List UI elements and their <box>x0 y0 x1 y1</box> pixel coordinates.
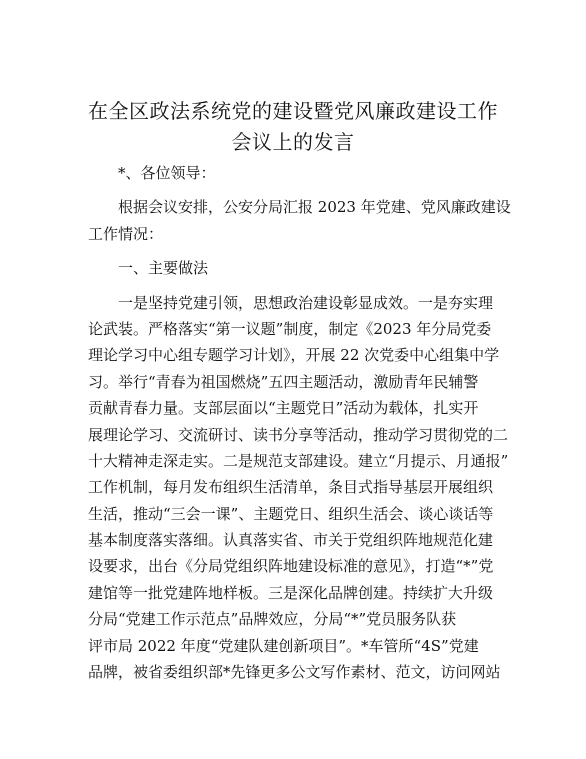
body-line: 一是坚持党建引领，思想政治建设彰显成效。一是夯实理 <box>118 293 494 312</box>
document-body <box>88 160 511 685</box>
body-line: 习。举行“青春为祖国燃烧”五四主题活动，激励青年民辅警 <box>88 372 479 391</box>
body-line: 展理论学习、交流研讨、读书分享等活动，推动学习贯彻党的二 <box>88 425 509 444</box>
body-line: 生活，推动“三会一课”、主题党日、组织生活会、谈心谈话等 <box>88 504 494 523</box>
body-line: 基本制度落实落细。认真落实省、市关于党组织阵地规范化建 <box>88 531 494 550</box>
intro-line-1: 根据会议安排，公安分局汇报 2023 年党建、党风廉政建设 <box>118 198 511 217</box>
body-line: 贡献青春力量。支部层面以“主题党日”活动为载体，扎实开 <box>88 399 479 418</box>
body-line: 设要求，出台《分局党组织阵地建设标准的意见》，打造“*”党 <box>88 557 494 576</box>
body-line: 理论学习中心组专题学习计划》，开展 22 次党委中心组集中学 <box>88 346 500 365</box>
title-line-2: 会议上的发言 <box>231 130 355 154</box>
document-title <box>0 96 586 158</box>
body-line: 十大精神走深走实。二是规范支部建设。建立“月提示、月通报” <box>88 451 509 470</box>
body-line: 论武装。严格落实“第一议题”制度，制定《2023 年分局党委 <box>88 319 492 338</box>
body-line: 品牌，被省委组织部*先锋更多公文写作素材、范文，访问网站 <box>88 663 501 682</box>
intro-line-2: 工作情况： <box>88 224 164 243</box>
title-line-1: 在全区政法系统党的建设暨党风廉政建设工作 <box>88 99 498 123</box>
body-line: 分局“党建工作示范点”品牌效应，分局“*”党员服务队获 <box>88 610 457 629</box>
body-line: 建馆等一批党建阵地样板。三是深化品牌创建。持续扩大升级 <box>88 583 494 602</box>
salutation: *、各位领导： <box>118 164 216 182</box>
body-line: 工作机制，每月发布组织生活清单，条目式指导基层开展组织 <box>88 478 494 497</box>
section-heading: 一、主要做法 <box>118 259 209 278</box>
body-line: 评市局 2022 年度“党建队建创新项目”。*车管所“4S”党建 <box>88 636 479 655</box>
